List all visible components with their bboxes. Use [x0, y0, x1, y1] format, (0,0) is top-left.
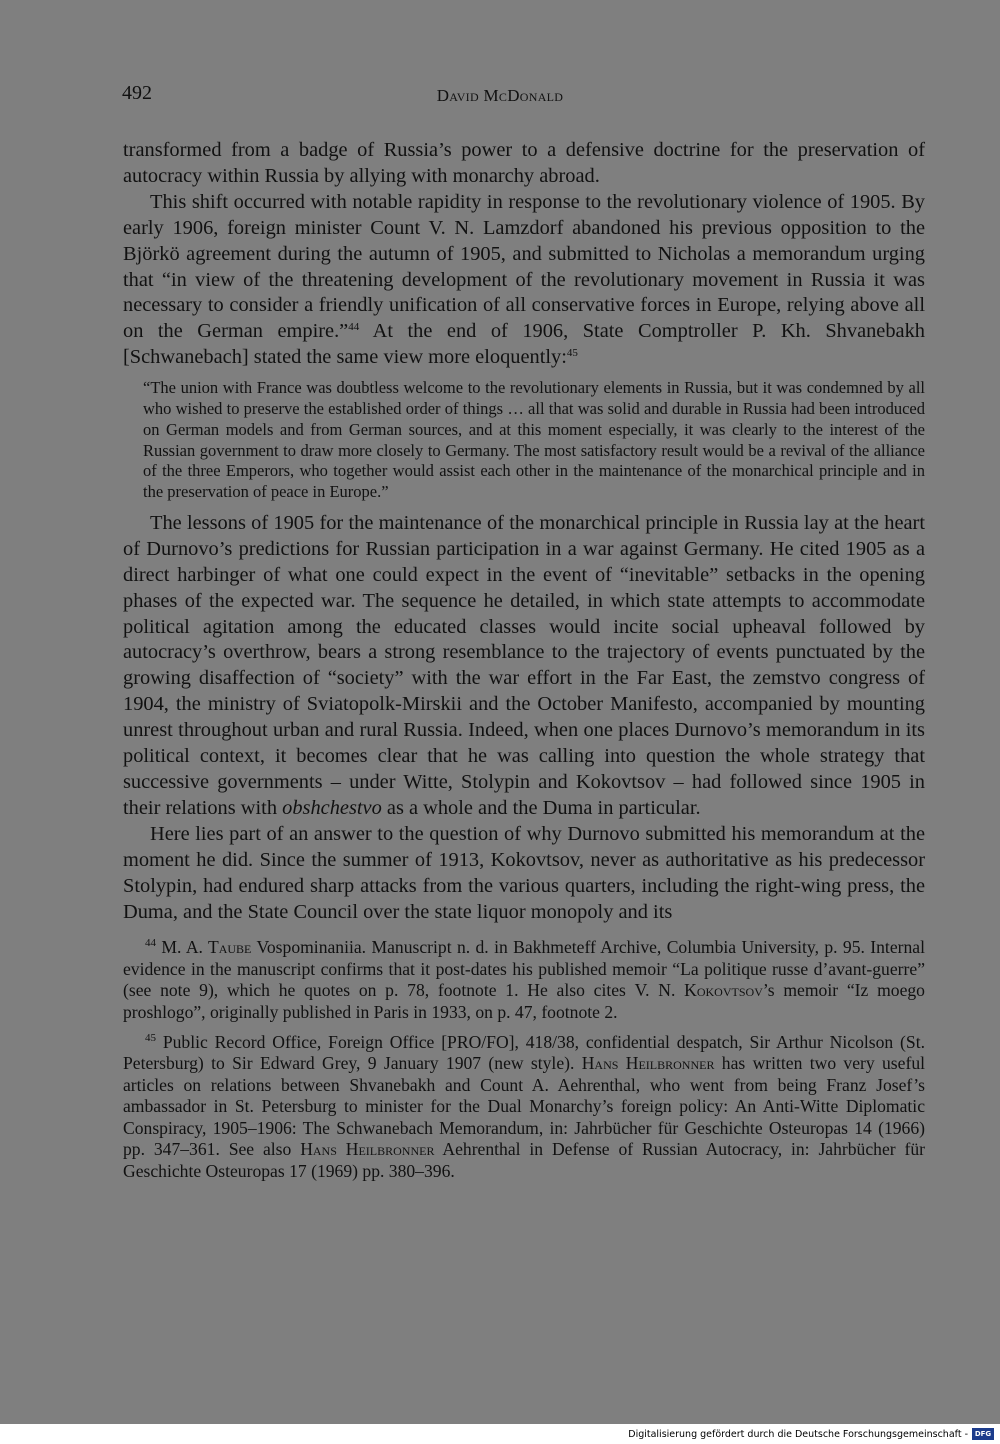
paragraph-3-text: The lessons of 1905 for the maintenance of the monarchical principle in Russia lay at the heart of Durnovo’s predictions for Russian participation in a war against Germany. He cited 1905 as a direct harbinger of what one could expect in the event of “inevitable” setbacks in the opening phases of the expected war. The sequence he detailed, in which state attempts to accommodate political agitation among the educated classes would incite social upheaval followed by autocracy’s overthrow, bears a strong resemblance to the trajectory of events punctuated by the growing disaffection of “society” with the war effort in the Far East, the zemstvo congress of 1904, the ministry of Sviatopolk-Mirskii and the October Manifesto, accompanied by mounting unrest throughout urban and rural Russia. Indeed, when one places Durnovo’s memorandum in its political context, it becomes clear that he was calling into question the whole strategy that successive governments – under Witte, Stolypin and Kokovtsov – had followed since 1905 in their relations with: [123, 511, 925, 819]
block-quote: “The union with France was doubtless welcome to the revolutionary elements in Russia, but it was condemned by all who wished to preserve the established order of things … all that was solid and durable in Russia had been introduced on German models and from German sources, and at this moment especially, it was clearly to the interest of the Russian government to draw more closely to Germany. The most satisfactory result would be a revival of the alliance of the three Emperors, who together would assist each other in the maintenance of the monarchical principle and in the preservation of peace in Europe.”: [143, 378, 925, 502]
paragraph-2-text-b: At the end of 1906, State Comptroller P. Kh. Shvanebakh [Schwanebach] stated the same view more eloquently:: [123, 320, 925, 369]
footnote-45-text-b: has written two very useful articles on relations between Shvanebakh and Count A. Aehrenthal, who went from being Franz Josef’s ambassador in St. Petersburg to minister for the Dual Monarchy’s foreign policy: An Anti-Witte Diplomatic Conspiracy, 1905–1906: The Schwanebach Memorandum, in: Jahrbücher für Geschichte Osteuropas 14 (1966) pp. 347–361. See also: [123, 1053, 926, 1160]
footnote-45: [123, 1032, 925, 1182]
main-text: [123, 138, 925, 1191]
footnote-ref-44: 44: [348, 321, 360, 334]
paragraph-3: [123, 511, 925, 822]
paragraph-3-text-b: as a whole and the Duma in particular.: [381, 796, 701, 819]
footnote-ref-45: 45: [566, 347, 578, 360]
page-number: 492: [122, 82, 152, 104]
footnote-45-text-c: Aehrenthal in Defense of Russian Autocracy, in: Jahrbücher für Geschichte Osteuropas 17 (1969) pp. 380–396.: [123, 1139, 926, 1181]
paragraph-2-text: This shift occurred with notable rapidity in response to the revolutionary violence of 1905. By early 1906, foreign minister Count V. N. Lamzdorf abandoned his previous opposition to the Björkö agreement during the autumn of 1905, and submitted to Nicholas a memorandum urging that “in view of the threatening development of the revolutionary movement in Russia it was necessary to consider a friendly unification of all conservative forces in Europe, relying above all on the German empire.”: [123, 190, 925, 343]
footnote-number-44: 44: [145, 937, 156, 950]
paragraph-1: transformed from a badge of Russia’s power to a defensive doctrine for the preservation of autocracy within Russia by allying with monarchy abroad.: [123, 139, 925, 187]
footnote-44-text-b: ’s memoir “Iz moego proshlogo”, originally published in Paris in 1933, on p. 47, footnote 2.: [123, 980, 925, 1022]
footer-credit-text: Digitalisierung gefördert durch die Deutsche Forschungsgemeinschaft -: [628, 1428, 968, 1440]
footnote-45-text-a: Public Record Office, Foreign Office [PRO/FO], 418/38, confidential despatch, Sir Arthur Nicolson (St. Petersburg) to Sir Edward Grey, 9 January 1907 (new style).: [123, 1032, 925, 1074]
footnote-44-text-a: Vospominaniia. Manuscript n. d. in Bakhmeteff Archive, Columbia University, p. 95. Internal evidence in the manuscript confirms that it post-dates his published memoir “La politique russe d’avant-guerre” (see note 9), which he quotes on p. 78, footnote 1. He also cites: [123, 937, 925, 1001]
footnote-44: [123, 937, 925, 1023]
footnotes: [123, 937, 925, 1181]
paragraph-4: Here lies part of an answer to the question of why Durnovo submitted his memorandum at the moment he did. Since the summer of 1913, Kokovtsov, never as authoritative as his predecessor Stolypin, had endured sharp attacks from the various quarters, including the right-wing press, the Duma, and the State Council over the state liquor monopoly and its: [123, 822, 925, 923]
running-head: David McDonald: [436, 86, 564, 105]
footnote-number-45: 45: [145, 1032, 156, 1045]
footnote-44-author: M. A. Taube: [161, 937, 252, 958]
footnote-44-author-2: V. N. Kokovtsov: [634, 980, 763, 1001]
paragraph-2: [123, 190, 925, 371]
footnote-45-author-2: Hans Heilbronner: [300, 1139, 435, 1160]
dfg-logo-icon: DFG: [972, 1428, 994, 1440]
footnote-45-author: Hans Heilbronner: [581, 1053, 715, 1074]
paragraph-3-italic: obshchestvo: [282, 796, 382, 819]
digitization-footer: [0, 1424, 1000, 1444]
